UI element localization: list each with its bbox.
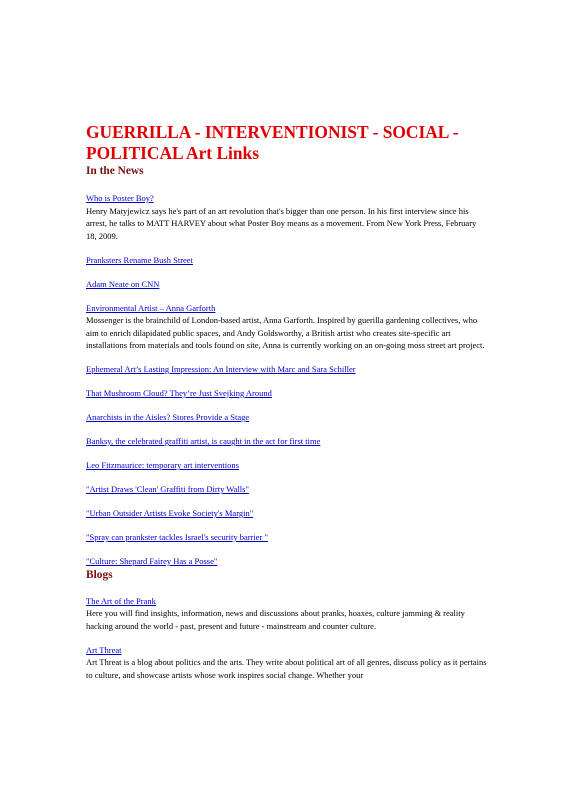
news-link-bush-street[interactable]: Pranksters Rename Bush Street bbox=[86, 254, 193, 265]
news-item bbox=[86, 507, 488, 520]
blog-item bbox=[86, 644, 488, 682]
news-item bbox=[86, 363, 488, 376]
blog-description: Art Threat is a blog about politics and the arts. They write about political art of all genres, discuss policy as it pertains to culture, and showcase artists whose work inspires social change. Whether your bbox=[86, 657, 487, 680]
news-item bbox=[86, 555, 488, 568]
page-title: GUERRILLA - INTERVENTIONIST - SOCIAL - POLITICAL Art Links bbox=[86, 122, 459, 163]
in-the-news-heading: In the News bbox=[86, 165, 144, 177]
news-item bbox=[86, 302, 488, 352]
blog-description: Here you will find insights, information, news and discussions about pranks, hoaxes, culture jamming & reality hacking around the world - past, present and future - mainstream and counter culture. bbox=[86, 608, 465, 631]
news-description: Mossenger is the brainchild of London-based artist, Anna Garforth. Inspired by guerilla gardening collectives, who aim to enrich dilapidated public spaces, and Andy Goldsworthy, a British artist who creates site-specific art installations from materials and tools found on site, Anna is currently working on an on-going moss street art project. bbox=[86, 315, 485, 350]
news-link-anarchists[interactable]: Anarchists in the Aisles? Stores Provide a Stage bbox=[86, 412, 250, 422]
news-link-urban-outsider[interactable]: "Urban Outsider Artists Evoke Society's Margin" bbox=[86, 508, 254, 518]
news-item bbox=[86, 411, 488, 424]
news-item bbox=[86, 254, 488, 267]
news-link-leo-fitzmaurice[interactable]: Leo Fitzmaurice: temporary art interventions bbox=[86, 460, 239, 470]
news-link-shepard-fairey[interactable]: "Culture: Shepard Fairey Has a Posse" bbox=[86, 556, 218, 566]
blogs-list bbox=[86, 595, 488, 682]
news-link-banksy[interactable]: Banksy, the celebrated graffiti artist, is caught in the act for first time bbox=[86, 436, 321, 446]
blogs-heading: Blogs bbox=[86, 568, 113, 581]
news-link-adam-neate[interactable]: Adam Neate on CNN bbox=[86, 278, 160, 289]
news-link-spray-can[interactable]: "Spray can prankster tackles Israel's security barrier " bbox=[86, 532, 268, 542]
news-link-clean-graffiti[interactable]: "Artist Draws 'Clean' Graffiti from Dirty Walls" bbox=[86, 484, 249, 494]
news-item bbox=[86, 387, 488, 400]
blog-link-art-threat[interactable]: Art Threat bbox=[86, 644, 122, 655]
news-description: Henry Matyjewicz says he's part of an art revolution that's bigger than one person. In his first interview since his arrest, he talks to MATT HARVEY about what Poster Boy means as a movement. From New York Press, February 18, 2009. bbox=[86, 205, 477, 241]
news-item bbox=[86, 531, 488, 544]
blog-link-art-of-the-prank[interactable]: The Art of the Prank bbox=[86, 595, 156, 606]
news-link-poster-boy[interactable]: Who is Poster Boy? bbox=[86, 193, 154, 203]
news-item bbox=[86, 435, 488, 448]
news-link-ephemeral-art[interactable]: Ephemeral Art’s Lasting Impression: An Interview with Marc and Sara Schiller bbox=[86, 364, 356, 374]
news-item bbox=[86, 278, 488, 291]
news-link-anna-garforth[interactable]: Environmental Artist – Anna Garforth bbox=[86, 302, 216, 313]
news-item bbox=[86, 192, 488, 242]
news-item bbox=[86, 483, 488, 496]
document-page bbox=[86, 122, 488, 681]
blog-item bbox=[86, 595, 488, 633]
news-item bbox=[86, 459, 488, 472]
news-list bbox=[86, 192, 488, 568]
news-link-mushroom-cloud[interactable]: That Mushroom Cloud? They’re Just Svejking Around bbox=[86, 388, 272, 398]
